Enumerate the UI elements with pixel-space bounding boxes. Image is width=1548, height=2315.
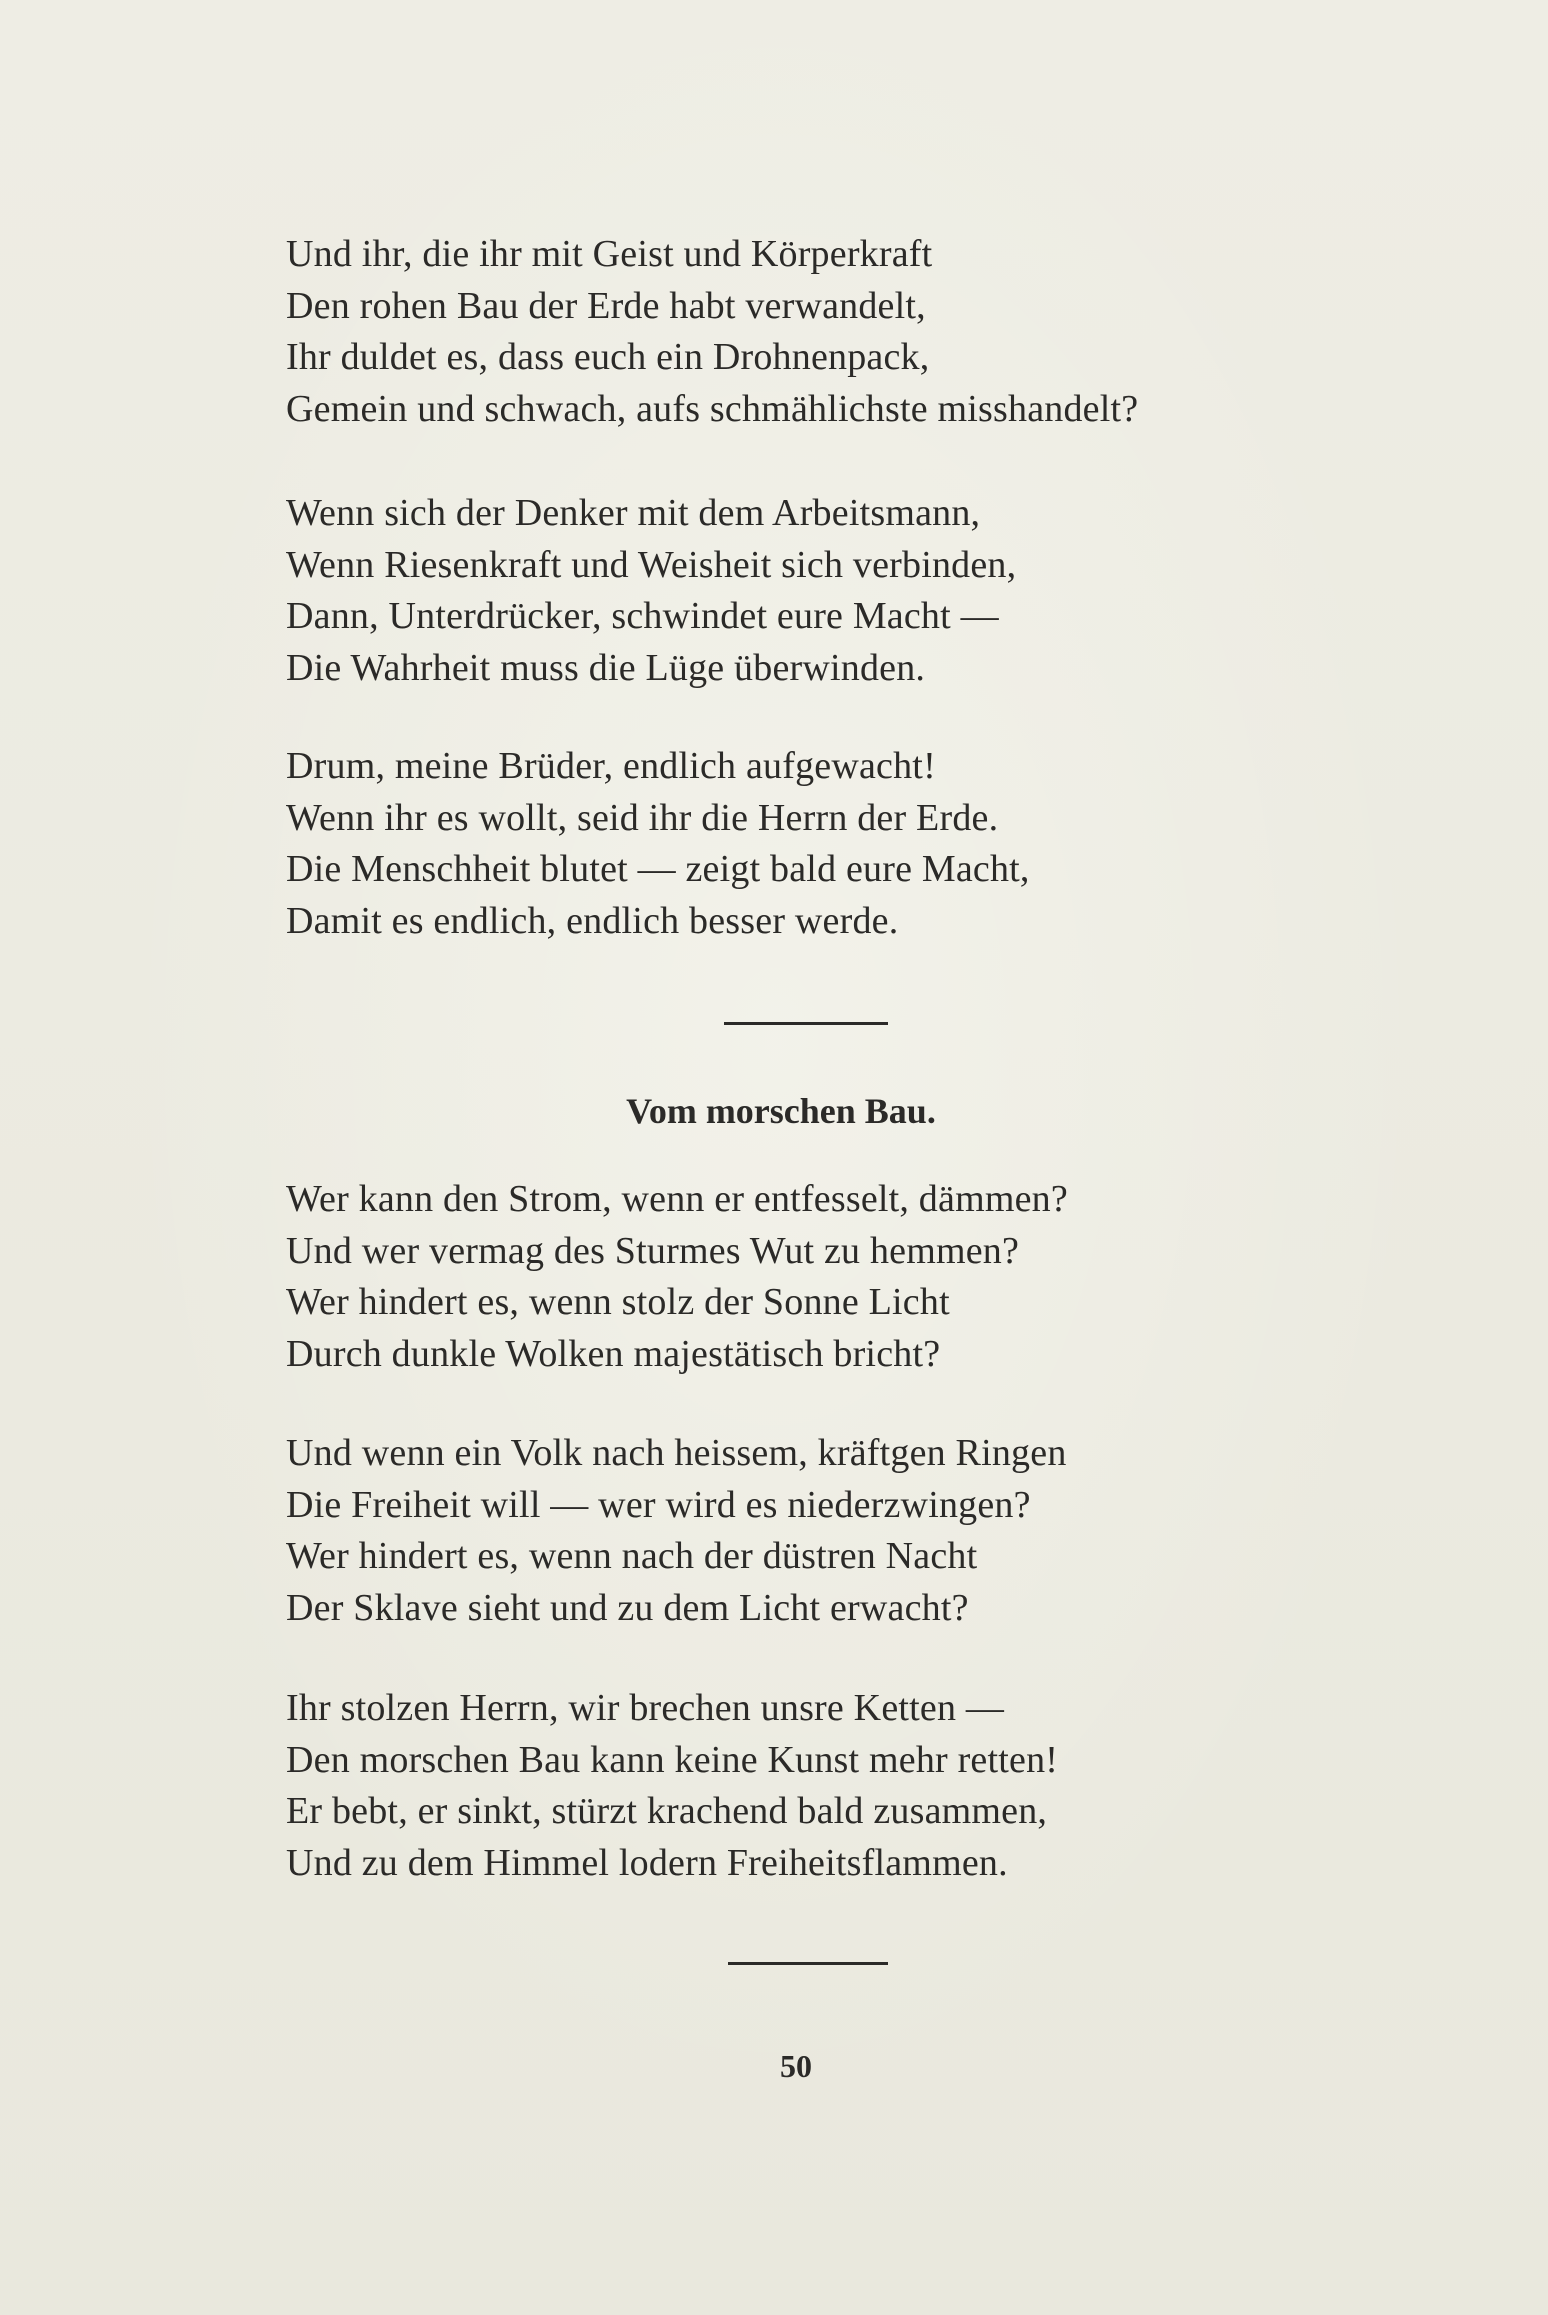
stanza-2 bbox=[286, 488, 1016, 694]
verse-line: Die Wahrheit muss die Lüge überwinden. bbox=[286, 646, 926, 689]
stanza-4 bbox=[286, 1174, 1068, 1380]
page-number: 50 bbox=[780, 2048, 812, 2084]
verse-line: Gemein und schwach, aufs schmählichste misshandelt? bbox=[286, 387, 1139, 430]
verse-line: Wenn ihr es wollt, seid ihr die Herrn der Erde. bbox=[286, 796, 999, 839]
verse-line: Wer hindert es, wenn stolz der Sonne Licht bbox=[286, 1281, 950, 1323]
section-divider bbox=[728, 1962, 888, 1965]
stanza-6 bbox=[286, 1683, 1058, 1889]
verse-line: Und ihr, die ihr mit Geist und Körperkraft bbox=[286, 233, 933, 275]
verse-line: Wenn sich der Denker mit dem Arbeitsmann, bbox=[286, 492, 981, 534]
verse-line: Wer kann den Strom, wenn er entfesselt, dämmen? bbox=[286, 1178, 1068, 1220]
poem-title: Vom morschen Bau. bbox=[626, 1091, 936, 1131]
stanza-5 bbox=[286, 1428, 1067, 1634]
verse-line: Und wenn ein Volk nach heissem, kräftgen Ringen bbox=[286, 1432, 1067, 1474]
verse-line: Ihr stolzen Herrn, wir brechen unsre Ketten — bbox=[286, 1687, 1005, 1729]
verse-line: Den morschen Bau kann keine Kunst mehr retten! bbox=[286, 1738, 1059, 1781]
section-divider bbox=[724, 1022, 888, 1025]
verse-line: Damit es endlich, endlich besser werde. bbox=[286, 899, 899, 942]
verse-line: Durch dunkle Wolken majestätisch bricht? bbox=[286, 1332, 941, 1375]
verse-line: Den rohen Bau der Erde habt verwandelt, bbox=[286, 284, 926, 327]
verse-line: Dann, Unterdrücker, schwindet eure Macht — bbox=[286, 595, 999, 637]
verse-line: Er bebt, er sinkt, stürzt krachend bald zusammen, bbox=[286, 1790, 1048, 1832]
verse-line: Der Sklave sieht und zu dem Licht erwacht? bbox=[286, 1586, 969, 1629]
verse-line: Und wer vermag des Sturmes Wut zu hemmen? bbox=[286, 1229, 1020, 1272]
verse-line: Die Freiheit will — wer wird es niederzwingen? bbox=[286, 1483, 1031, 1526]
verse-line: Wer hindert es, wenn nach der düstren Nacht bbox=[286, 1535, 978, 1577]
verse-line: Und zu dem Himmel lodern Freiheitsflammen. bbox=[286, 1841, 1008, 1884]
stanza-3 bbox=[286, 741, 1030, 947]
stanza-1 bbox=[286, 229, 1138, 435]
verse-line: Drum, meine Brüder, endlich aufgewacht! bbox=[286, 745, 936, 787]
verse-line: Wenn Riesenkraft und Weisheit sich verbinden, bbox=[286, 543, 1017, 586]
verse-line: Die Menschheit blutet — zeigt bald eure Macht, bbox=[286, 848, 1030, 890]
verse-line: Ihr duldet es, dass euch ein Drohnenpack, bbox=[286, 336, 930, 378]
